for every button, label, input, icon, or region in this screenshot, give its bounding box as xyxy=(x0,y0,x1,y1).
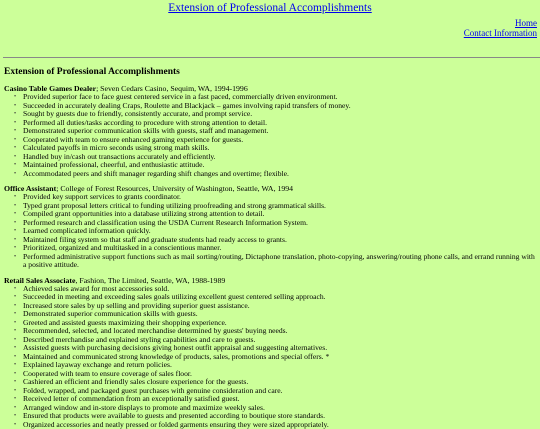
duty-item: • Explained layaway exchange and return policies. xyxy=(14,361,538,370)
duty-item: • Organized accessories and neatly pressed or folded garments ensuring they were sized appropriately. xyxy=(14,421,538,429)
duty-item: • Maintained filing system so that staff and graduate students had ready access to grants. xyxy=(14,236,538,245)
job-details: ; Seven Cedars Casino, Sequim, WA, 1994-1996 xyxy=(96,84,248,93)
duty-item: • Cashiered an efficient and friendly sales closure experience for the guests. xyxy=(14,378,538,387)
duty-item: • Maintained professional, cheerful, and enthusiastic attitude. xyxy=(14,161,538,170)
duty-item: • Succeeded in accurately dealing Craps, Roulette and Blackjack – games involving rapid transfers of money. xyxy=(14,102,538,111)
duty-item: • Demonstrated superior communication skills with guests, staff and management. xyxy=(14,127,538,136)
job-details: ; College of Forest Resources, University of Washington, Seattle, WA, 1994 xyxy=(56,184,293,193)
duty-item: • Accommodated peers and shift manager regarding shift changes and overtime; flexible. xyxy=(14,170,538,179)
job-title: Casino Table Games Dealer xyxy=(4,84,96,93)
duty-item: • Increased store sales by up selling and providing superior guest assistance. xyxy=(14,302,538,311)
duty-item: • Calculated payoffs in micro seconds using strong math skills. xyxy=(14,144,538,153)
duty-list xyxy=(4,193,538,270)
duty-item: • Demonstrated superior communication skills with guests. xyxy=(14,310,538,319)
duty-item: • Prioritized, organized and multitasked in a conscientious manner. xyxy=(14,244,538,253)
duty-item: • Performed research and classification using the USDA Current Research Information System. xyxy=(14,219,538,228)
duty-item: • Typed grant proposal letters critical to funding utilizing proofreading and strong grammatical skills. xyxy=(14,202,538,211)
duty-item: • Ensured that products were available to guests and presented according to boutique store standards. xyxy=(14,412,538,421)
duty-item: • Compiled grant opportunities into a database utilizing strong attention to detail. xyxy=(14,210,538,219)
duty-item: • Recommended, selected, and located merchandise determined by guests' buying needs. xyxy=(14,327,538,336)
duty-item: • Cooperated with team to ensure coverage of sales floor. xyxy=(14,370,538,379)
duty-item: • Arranged window and in-store displays to promote and maximize weekly sales. xyxy=(14,404,538,413)
duty-item: • Provided superior face to face guest centered service in a fast paced, commercially driven environment. xyxy=(14,93,538,102)
page-title-link[interactable]: Extension of Professional Accomplishments xyxy=(168,2,371,14)
duty-item: • Succeeded in meeting and exceeding sales goals utilizing excellent guest centered selling approach. xyxy=(14,293,538,302)
duty-item: • Performed administrative support functions such as mail sorting/routing, Dictaphone translation, photo-copying, answering/routing phone calls, and errand running with a positive attitude. xyxy=(14,253,538,270)
top-nav xyxy=(464,18,537,38)
duty-list xyxy=(4,93,538,178)
page-title xyxy=(0,2,540,14)
nav-contact-link[interactable]: Contact Information xyxy=(464,28,537,38)
duty-item: • Described merchandise and explained styling capabilities and care to guests. xyxy=(14,336,538,345)
job-details: , Fashion, The Limited, Seattle, WA, 1988-1989 xyxy=(75,276,225,285)
duty-item: • Cooperated with team to ensure enhanced gaming experience for guests. xyxy=(14,136,538,145)
horizontal-divider xyxy=(3,57,540,58)
duty-list xyxy=(4,285,538,429)
duty-item: • Assisted guests with purchasing decisions giving honest outfit appraisal and suggesting alternatives. xyxy=(14,344,538,353)
job-entry xyxy=(4,84,538,178)
job-entry xyxy=(4,276,538,429)
duty-item: • Sought by guests due to friendly, consistently accurate, and prompt service. xyxy=(14,110,538,119)
job-entry xyxy=(4,184,538,270)
nav-home-link[interactable]: Home xyxy=(515,18,537,28)
duty-item: • Folded, wrapped, and packaged guest purchases with genuine consideration and care. xyxy=(14,387,538,396)
duty-item: • Handled buy in/cash out transactions accurately and efficiently. xyxy=(14,153,538,162)
duty-item: • Provided key support services to grants coordinator. xyxy=(14,193,538,202)
duty-item: • Achieved sales award for most accessories sold. xyxy=(14,285,538,294)
section-heading: Extension of Professional Accomplishments xyxy=(4,66,538,78)
duty-item: • Maintained and communicated strong knowledge of products, sales, promotions and special offers. * xyxy=(14,353,538,362)
job-title: Office Assistant xyxy=(4,184,56,193)
duty-item: • Performed all duties/tasks according to procedure with strong attention to detail. xyxy=(14,119,538,128)
job-list xyxy=(4,84,538,429)
job-title: Retail Sales Associate xyxy=(4,276,75,285)
duty-item: • Received letter of commendation from an exceptionally satisfied guest. xyxy=(14,395,538,404)
duty-item: • Greeted and assisted guests maximizing their shopping experience. xyxy=(14,319,538,328)
main-content xyxy=(4,66,538,429)
duty-item: • Learned complicated information quickly. xyxy=(14,227,538,236)
